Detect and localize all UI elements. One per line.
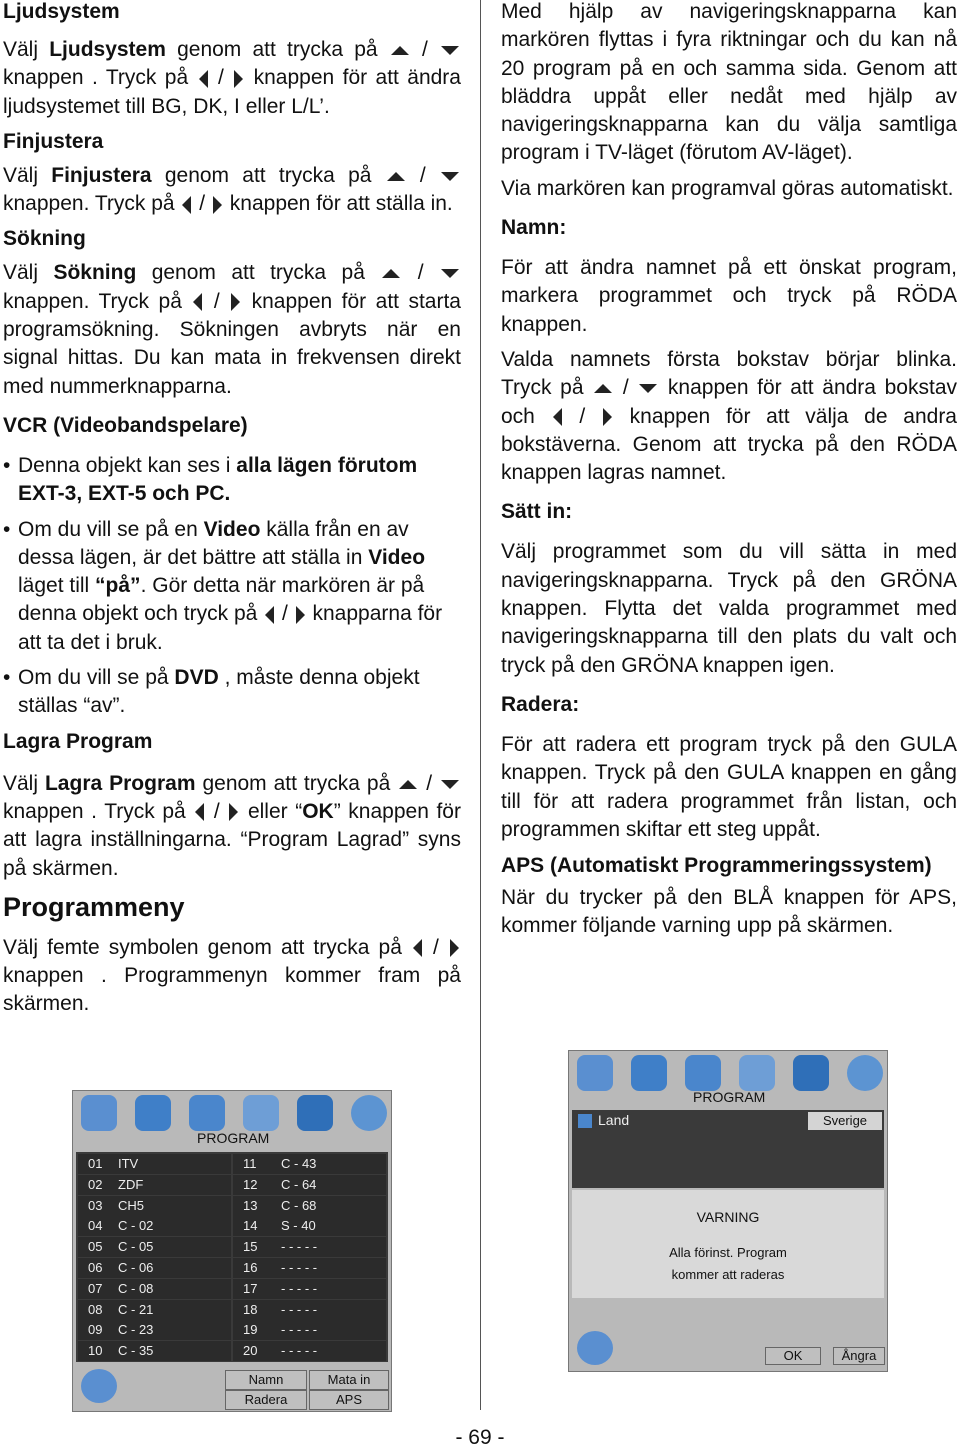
program-cell-n[interactable]: 06 xyxy=(78,1258,108,1278)
speaker-icon xyxy=(578,1114,592,1128)
sound-icon[interactable] xyxy=(685,1055,721,1091)
right-arrow-icon xyxy=(296,606,305,624)
program-cell-name2[interactable]: C - 68 xyxy=(271,1196,386,1216)
program-cell-name2[interactable]: C - 64 xyxy=(271,1175,386,1195)
down-arrow-icon xyxy=(639,384,657,393)
program-cell-n[interactable]: 05 xyxy=(78,1237,108,1257)
heading-lagra: Lagra Program xyxy=(3,729,153,753)
para-sokning: Välj Sökning genom att trycka på / knappen. Tryck på / knappen för att starta programsökning. Sökningen avbryts när en signal hittas. Du kan mata in frekvensen direkt med nummerknapparna. xyxy=(3,261,461,398)
heading-namn: Namn: xyxy=(501,216,567,240)
program-icon[interactable] xyxy=(297,1095,333,1131)
program-cell-name2[interactable]: - - - - - xyxy=(271,1237,386,1257)
program-cell-name2[interactable]: S - 40 xyxy=(271,1216,386,1236)
right-arrow-icon xyxy=(229,803,238,821)
program-cell-n[interactable]: 07 xyxy=(78,1279,108,1299)
sound-icon[interactable] xyxy=(189,1095,225,1131)
program-cell-n[interactable]: 03 xyxy=(78,1196,108,1216)
radera-button[interactable]: Radera xyxy=(225,1390,307,1410)
down-arrow-icon xyxy=(441,46,459,55)
heading-radera: Radera: xyxy=(501,692,580,716)
para-satt-in: Välj programmet som du vill sätta in med navigeringsknapparna. Tryck på den GRÖNA knappen. Flytta det valda programmet med navigeringsknapparna till den plats du valt och tryck på den GRÖNA knappen igen. xyxy=(501,540,957,677)
para-lagra: Välj Lagra Program genom att trycka på / knappen . Tryck på / eller “OK” knappen för att lagra inställningarna. “Program Lagrad” syns på skärmen. xyxy=(3,771,461,880)
cancel-button[interactable]: Ångra xyxy=(833,1347,885,1365)
program-cell-n2[interactable]: 18 xyxy=(233,1300,271,1320)
heading-ljudsystem: Ljudsystem xyxy=(3,0,120,23)
program-cell-name[interactable]: ZDF xyxy=(108,1175,231,1195)
heading-aps: APS (Automatiskt Programmeringssystem) xyxy=(501,854,932,878)
up-arrow-icon xyxy=(391,46,409,55)
left-arrow-icon xyxy=(553,408,562,426)
left-arrow-icon xyxy=(265,606,274,624)
program-cell-name[interactable]: C - 35 xyxy=(108,1341,231,1361)
up-arrow-icon xyxy=(399,780,417,789)
program-cell-n2[interactable]: 16 xyxy=(233,1258,271,1278)
namn-button[interactable]: Namn xyxy=(225,1370,307,1390)
program-cell-n[interactable]: 10 xyxy=(78,1341,108,1361)
right-arrow-icon xyxy=(450,939,459,957)
settings-icon[interactable] xyxy=(243,1095,279,1131)
program-cell-name2[interactable]: - - - - - xyxy=(271,1258,386,1278)
program-cell-n2[interactable]: 12 xyxy=(233,1175,271,1195)
up-arrow-icon xyxy=(594,384,612,393)
right-arrow-icon xyxy=(234,70,243,88)
heading-vcr: VCR (Videobandspelare) xyxy=(3,413,248,437)
program-cell-n2[interactable]: 17 xyxy=(233,1279,271,1299)
warning-line-1: Alla förinst. Program xyxy=(669,1245,787,1260)
program-cell-name[interactable]: C - 06 xyxy=(108,1258,231,1278)
bullet-1: • Denna objekt kan ses i alla lägen förutom EXT-3, EXT-5 och PC. xyxy=(3,452,461,509)
program-cell-n[interactable]: 01 xyxy=(78,1154,108,1174)
program-cell-n2[interactable]: 19 xyxy=(233,1320,271,1340)
program-cell-name2[interactable]: C - 43 xyxy=(271,1154,386,1174)
para-finjustera: Välj Finjustera genom att trycka på / knappen. Tryck på / knappen för att ställa in. xyxy=(3,162,461,219)
right-arrow-icon xyxy=(213,196,222,214)
bullet-3: • Om du vill se på DVD , måste denna objekt ställas “av”. xyxy=(3,664,461,721)
program-cell-n[interactable]: 08 xyxy=(78,1300,108,1320)
menu-title: PROGRAM xyxy=(693,1089,766,1105)
left-arrow-icon xyxy=(199,70,208,88)
globe-icon xyxy=(81,1369,117,1403)
program-cell-name[interactable]: C - 02 xyxy=(108,1216,231,1236)
program-cell-n[interactable]: 04 xyxy=(78,1216,108,1236)
right-arrow-icon xyxy=(603,408,612,426)
program-icon[interactable] xyxy=(793,1055,829,1091)
column-divider xyxy=(480,0,481,1410)
program-cell-name[interactable]: ITV xyxy=(108,1154,231,1174)
house-icon[interactable] xyxy=(81,1095,117,1131)
house-icon[interactable] xyxy=(577,1055,613,1091)
para-radera: För att radera ett program tryck på den GULA knappen. Tryck på den GULA knappen en gång till för att radera programmet från listan, och programmen skiftar ett steg uppåt. xyxy=(501,732,957,841)
right-arrow-icon xyxy=(231,293,240,311)
down-arrow-icon xyxy=(441,780,459,789)
mata-in-button[interactable]: Mata in xyxy=(309,1370,389,1390)
settings-icon[interactable] xyxy=(739,1055,775,1091)
para-namn-2: Valda namnets första bokstav börjar blinka. Tryck på / knappen för att ändra bokstav och / knappen för att välja de andra bokstäverna. Genom att trycka på den RÖDA knappen lagras namnet. xyxy=(501,347,957,485)
program-cell-name2[interactable]: - - - - - xyxy=(271,1341,386,1361)
program-cell-n[interactable]: 09 xyxy=(78,1320,108,1340)
left-arrow-icon xyxy=(413,939,422,957)
para-aps: När du trycker på den BLÅ knappen för APS, kommer följande varning upp på skärmen. xyxy=(501,886,957,938)
program-cell-name[interactable]: C - 21 xyxy=(108,1300,231,1320)
program-cell-n2[interactable]: 20 xyxy=(233,1341,271,1361)
program-menu xyxy=(72,1090,392,1412)
para-namn-1: För att ändra namnet på ett önskat program, markera programmet och tryck på RÖDA knappen. xyxy=(501,256,957,336)
source-icon[interactable] xyxy=(351,1095,387,1131)
heading-programmeny: Programmeny xyxy=(3,891,185,922)
program-cell-n2[interactable]: 13 xyxy=(233,1196,271,1216)
para-navigation: Med hjälp av navigeringsknapparna kan markören flyttas i fyra riktningar och du kan nå 20 program på en och samma sida. Genom att bläddra uppåt eller nedåt med hjälp av navigeringsknapparna kan du välja samtliga program i TV-läget (förutom AV-läget). xyxy=(501,0,957,165)
heading-finjustera: Finjustera xyxy=(3,129,104,153)
page-number: - 69 - xyxy=(455,1426,505,1449)
program-cell-n2[interactable]: 15 xyxy=(233,1237,271,1257)
right-column xyxy=(501,0,957,948)
up-arrow-icon xyxy=(387,172,405,181)
program-cell-name[interactable]: CH5 xyxy=(108,1196,231,1216)
heading-satt-in: Sätt in: xyxy=(501,500,573,524)
warning-line-2: kommer att raderas xyxy=(671,1267,785,1282)
program-cell-name2[interactable]: - - - - - xyxy=(271,1300,386,1320)
aps-button[interactable]: APS xyxy=(309,1390,389,1410)
down-arrow-icon xyxy=(441,172,459,181)
picture-icon[interactable] xyxy=(631,1055,667,1091)
program-cell-name2[interactable]: - - - - - xyxy=(271,1320,386,1340)
land-area xyxy=(572,1110,884,1188)
warning-box xyxy=(572,1190,884,1298)
aps-menu xyxy=(568,1050,888,1372)
program-cell-name[interactable]: C - 23 xyxy=(108,1320,231,1340)
program-cell-n2[interactable]: 14 xyxy=(233,1216,271,1236)
menu-title: PROGRAM xyxy=(197,1130,270,1146)
up-arrow-icon xyxy=(382,269,400,278)
left-arrow-icon xyxy=(182,196,191,214)
program-cell-name[interactable]: C - 08 xyxy=(108,1279,231,1299)
warning-title: VARNING xyxy=(696,1209,760,1225)
bullet-2: • Om du vill se på en Video källa från en av dessa lägen, är det bättre att ställa in Video läget till “på”. Gör detta när markören är på denna objekt och tryck på / knapparna för att ta det i bruk. xyxy=(3,516,461,657)
down-arrow-icon xyxy=(441,269,459,278)
land-label: Land xyxy=(598,1112,630,1128)
globe-icon xyxy=(577,1331,613,1365)
left-column xyxy=(3,0,461,1026)
left-arrow-icon xyxy=(193,293,202,311)
para-ljudsystem: Välj Ljudsystem genom att trycka på / knappen . Tryck på / knappen för att ändra ljudsystemet till BG, DK, I eller L/L’. xyxy=(3,38,461,118)
picture-icon[interactable] xyxy=(135,1095,171,1131)
para-programmeny: Välj femte symbolen genom att trycka på / knappen . Programmenyn kommer fram på skärmen. xyxy=(3,935,461,1016)
land-value[interactable]: Sverige xyxy=(808,1112,882,1130)
program-cell-n2[interactable]: 11 xyxy=(233,1154,271,1174)
program-list xyxy=(76,1152,388,1362)
program-cell-name2[interactable]: - - - - - xyxy=(271,1279,386,1299)
ok-button[interactable]: OK xyxy=(765,1347,821,1365)
para-markor: Via markören kan programval göras automatiskt. xyxy=(501,176,954,200)
left-arrow-icon xyxy=(195,803,204,821)
program-cell-name[interactable]: C - 05 xyxy=(108,1237,231,1257)
program-cell-n[interactable]: 02 xyxy=(78,1175,108,1195)
heading-sokning: Sökning xyxy=(3,227,86,251)
source-icon[interactable] xyxy=(847,1055,883,1091)
